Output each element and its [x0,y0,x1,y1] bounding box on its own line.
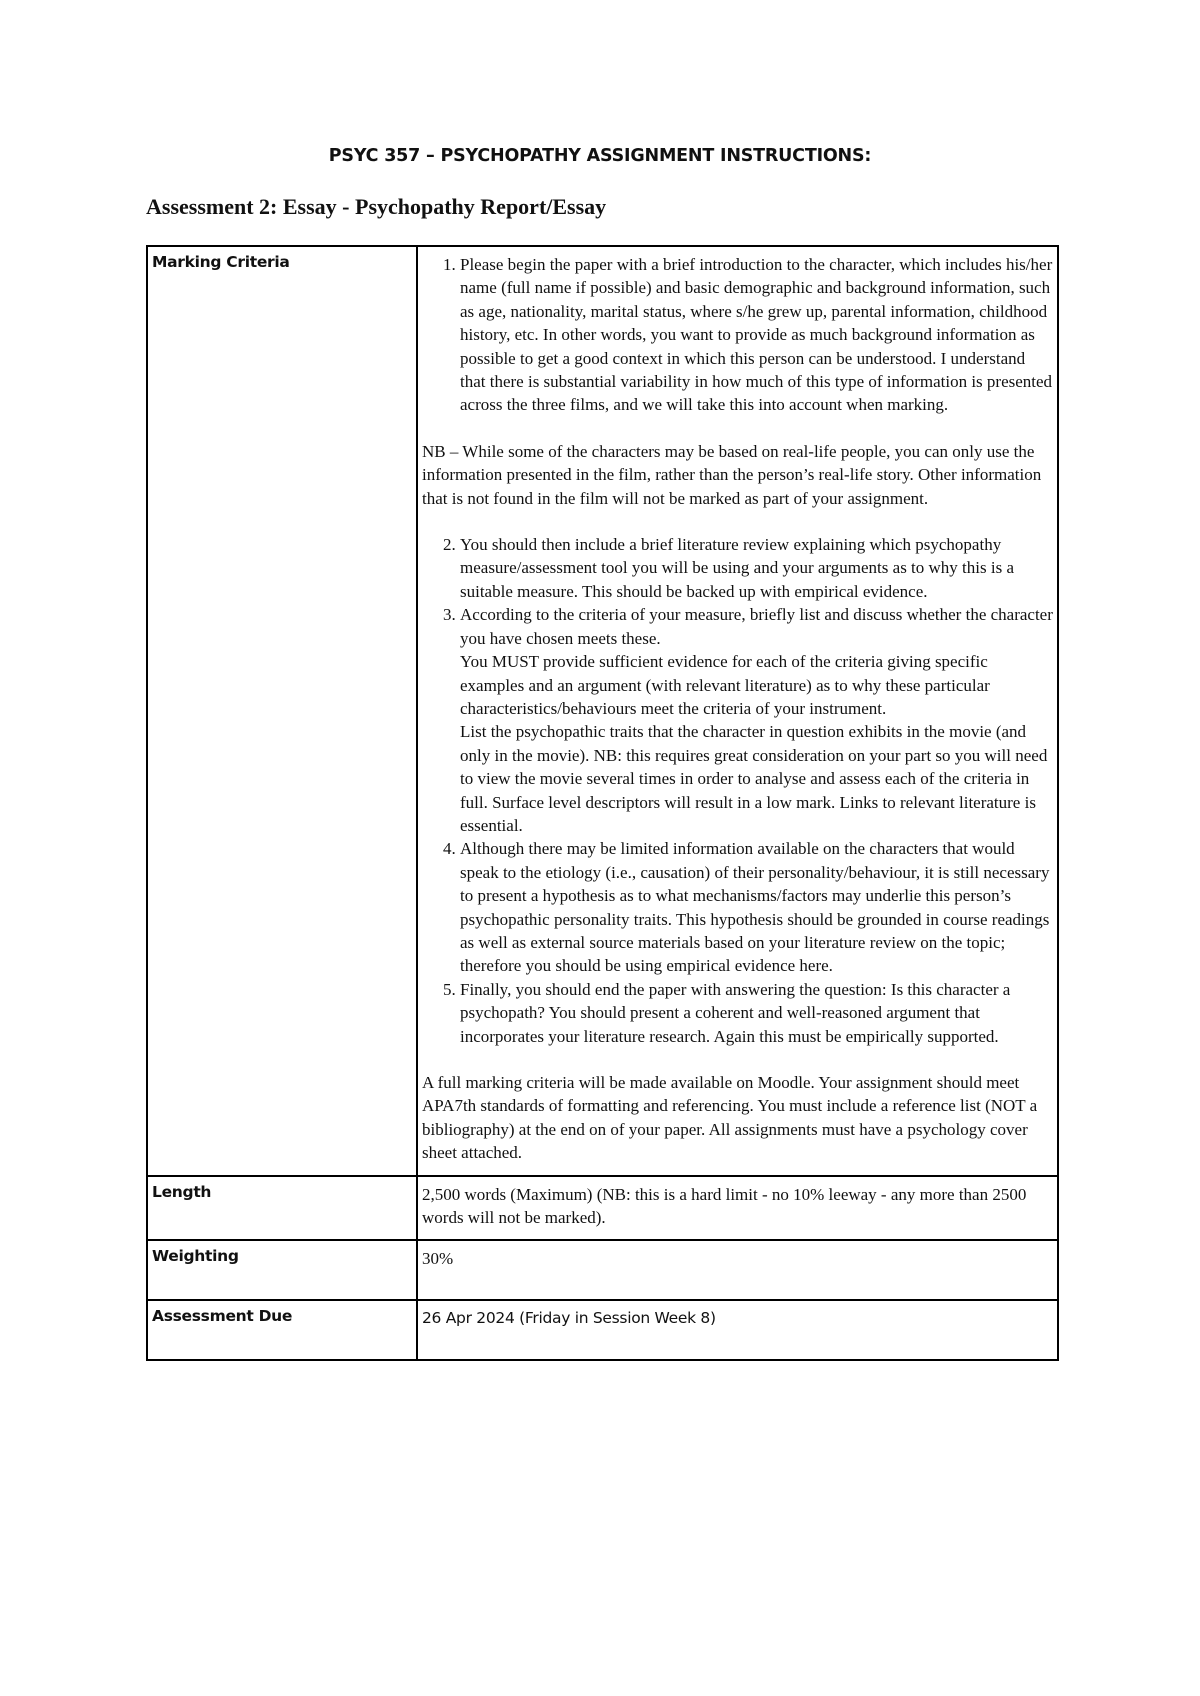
criteria-item-2: 2. You should then include a brief literature review explaining which psychopathy measure/assessment tool you will be using and your arguments as to why this is a suitable measure. This should be backed up with empirical evidence. [460,533,1053,603]
criteria-item-4: 4. Although there may be limited information available on the characters that would speak to the etiology (i.e., causation) of their personality/behaviour, it is still necessary to present a hypothesis as to what mechanisms/factors may underlie this person’s psychopathic personality traits. This hypothesis should be grounded in course readings as well as external source materials based on your literature review on the topic; therefore you should be using empirical evidence here. [460,837,1053,977]
table-row-assessment-due [147,1300,1058,1360]
criteria-list-part-2 [422,533,1053,1048]
weighting-value: 30% [417,1240,1058,1300]
assessment-due-value: 26 Apr 2024 (Friday in Session Week 8) [417,1300,1058,1360]
criteria-closing-note: A full marking criteria will be made available on Moodle. Your assignment should meet APA7th standards of formatting and referencing. You must include a reference list (NOT a bibliography) at the end on of your paper. All assignments must have a psychology cover sheet attached. [422,1073,1038,1163]
marking-criteria-content [417,246,1058,1176]
criteria-item-3-evidence: You MUST provide sufficient evidence for each of the criteria giving specific examples and an argument (with relevant literature) as to why these particular characteristics/behaviours meet the criteria of your instrument. [460,652,990,718]
page-title: PSYC 357 – PSYCHOPATHY ASSIGNMENT INSTRUCTIONS: [328,146,872,166]
assessment-heading: Assessment 2: Essay - Psychopathy Report/Essay [146,194,607,219]
criteria-list-part-1 [422,253,1053,417]
marking-criteria-label: Marking Criteria [147,246,417,1176]
assessment-details-table [146,245,1059,1361]
criteria-item-3-intro: 3. According to the criteria of your measure, briefly list and discuss whether the character you have chosen meets these. [460,605,1053,648]
criteria-item-5: 5. Finally, you should end the paper with answering the question: Is this character a psychopath? You should present a coherent and well-reasoned argument that incorporates your literature research. Again this must be empirically supported. [460,978,1053,1048]
criteria-item-1: 1. Please begin the paper with a brief introduction to the character, which includes his/her name (full name if possible) and basic demographic and background information, such as age, nationality, marital status, where s/he grew up, parental information, childhood history, etc. In other words, you want to provide as much background information as possible to get a good context in which this person can be understood. I understand that there is substantial variability in how much of this type of information is presented across the three films, and we will take this into account when marking. [460,253,1053,417]
criteria-nb-note: NB – While some of the characters may be based on real-life people, you can only use the information presented in the film, rather than the person’s real-life story. Other information that is not found in the film will not be marked as part of your assignment. [422,441,1042,508]
table-row-marking-criteria [147,246,1058,1176]
table-row-length [147,1176,1058,1241]
assessment-due-label: Assessment Due [147,1300,417,1360]
weighting-label: Weighting [147,1240,417,1300]
table-row-weighting [147,1240,1058,1300]
length-value: 2,500 words (Maximum) (NB: this is a hard limit - no 10% leeway - any more than 2500 words will not be marked). [417,1176,1058,1241]
criteria-item-3 [460,603,1053,837]
criteria-item-3-traits: List the psychopathic traits that the character in question exhibits in the movie (and only in the movie). NB: this requires great consideration on your part so you will need to view the movie several times in order to analyse and assess each of the criteria in full. Surface level descriptors will result in a low mark. Links to relevant literature is essential. [460,722,1048,835]
length-label: Length [147,1176,417,1241]
